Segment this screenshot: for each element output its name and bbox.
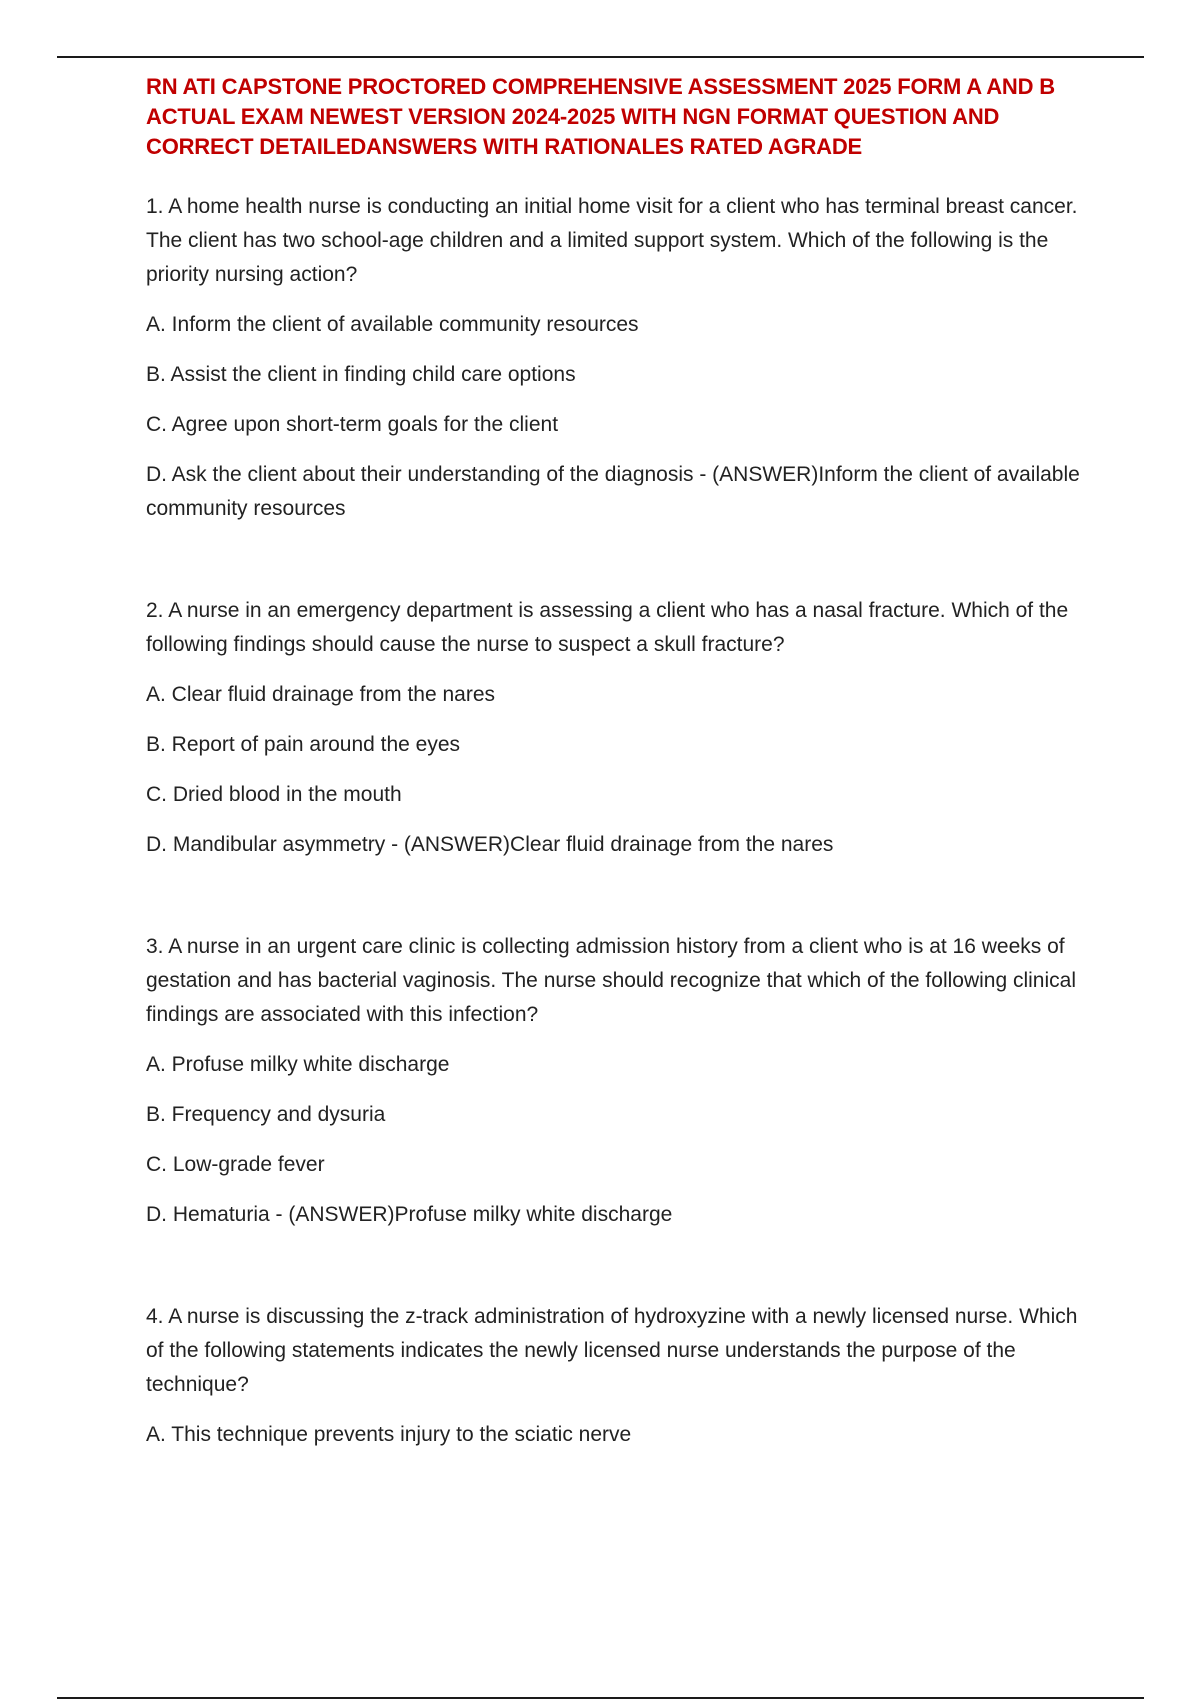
document-title: RN ATI CAPSTONE PROCTORED COMPREHENSIVE ASSESSMENT 2025 FORM A AND B ACTUAL EXAM NEWEST VERSION 2024-2025 WITH NGN FORMAT QUESTION AND CORRECT DETAILEDANSWERS WITH RATIONALES RATED AGRADE	[146, 74, 1055, 159]
answer-option-a: A. Clear fluid drainage from the nares	[146, 683, 496, 706]
answer-option-d: D. Mandibular asymmetry - (ANSWER)Clear fluid drainage from the nares	[146, 833, 834, 856]
question-stem: 2. A nurse in an emergency department is assessing a client who has a nasal fracture. Which of the following findings should cause the nurse to suspect a skull fracture?	[146, 599, 1069, 656]
document-content	[146, 72, 1096, 1452]
answer-option-c: C. Dried blood in the mouth	[146, 783, 402, 806]
answer-option-d: D. Hematuria - (ANSWER)Profuse milky white discharge	[146, 1203, 673, 1226]
top-rule	[57, 56, 1144, 58]
question-1	[146, 190, 1096, 526]
question-2	[146, 594, 1096, 862]
answer-option-c: C. Low-grade fever	[146, 1153, 325, 1176]
question-stem: 3. A nurse in an urgent care clinic is collecting admission history from a client who is at 16 weeks of gestation and has bacterial vaginosis. The nurse should recognize that which of the following clinical findings are associated with this infection?	[146, 935, 1076, 1026]
question-stem: 4. A nurse is discussing the z-track administration of hydroxyzine with a newly licensed nurse. Which of the following statements indicates the newly licensed nurse understands the purpose of the technique?	[146, 1305, 1078, 1396]
question-stem: 1. A home health nurse is conducting an initial home visit for a client who has terminal breast cancer. The client has two school-age children and a limited support system. Which of the following is the priority nursing action?	[146, 195, 1078, 286]
answer-option-b: B. Frequency and dysuria	[146, 1103, 386, 1126]
answer-option-b: B. Report of pain around the eyes	[146, 733, 461, 756]
answer-option-c: C. Agree upon short-term goals for the client	[146, 413, 559, 436]
answer-option-b: B. Assist the client in finding child care options	[146, 363, 576, 386]
bottom-rule	[57, 1697, 1144, 1699]
answer-option-a: A. This technique prevents injury to the sciatic nerve	[146, 1423, 632, 1446]
question-4	[146, 1300, 1096, 1452]
answer-option-a: A. Profuse milky white discharge	[146, 1053, 450, 1076]
question-3	[146, 930, 1096, 1232]
answer-option-a: A. Inform the client of available community resources	[146, 313, 639, 336]
answer-option-d: D. Ask the client about their understanding of the diagnosis - (ANSWER)Inform the client of available community resources	[146, 463, 1080, 520]
